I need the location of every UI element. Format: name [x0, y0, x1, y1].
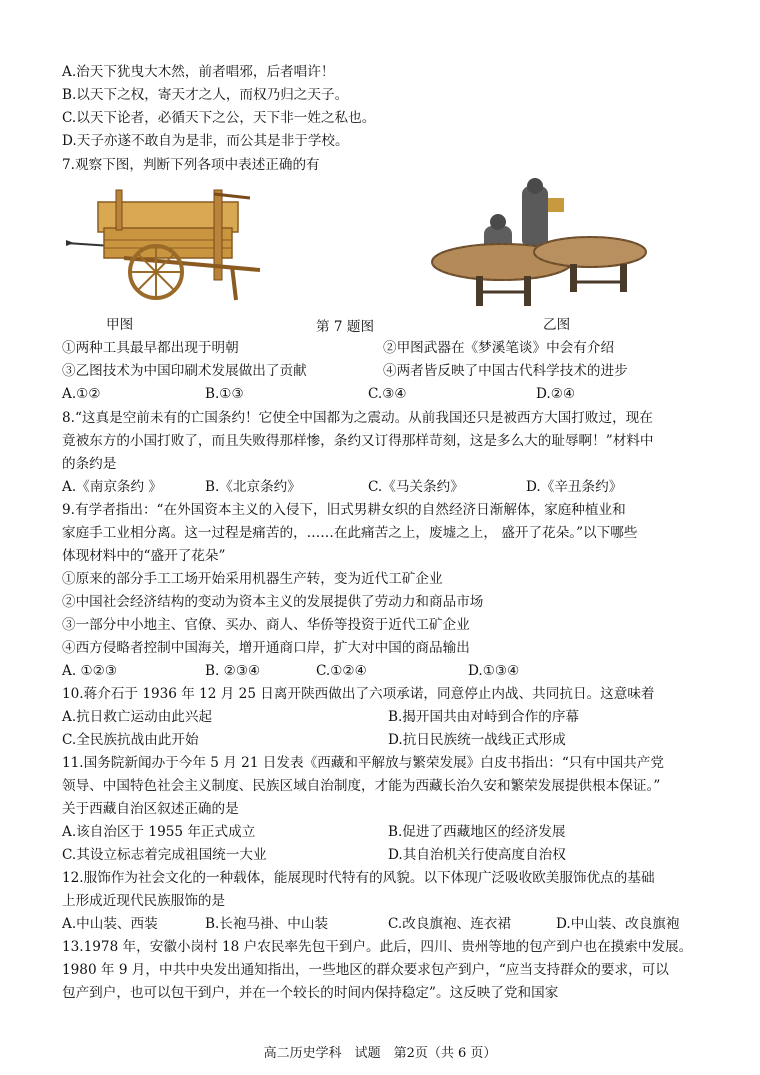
- q9-stem-line1: 9.有学者指出：“在外国资本主义的入侵下，旧式男耕女织的自然经济日渐解体，家庭种植业和: [62, 502, 626, 518]
- q7-figure-jia: [64, 188, 264, 306]
- q13-stem-line3: 包产到户，也可以包干到户，并在一个较长的时间内保持稳定”。这反映了党和国家: [62, 985, 559, 1001]
- q13-stem-line2: 1980 年 9 月，中共中央发出通知指出，一些地区的群众要求包产到户，“应当支持群众的要求，可以: [62, 962, 669, 978]
- q7-statement-4: ④两者皆反映了中国古代科学技术的进步: [383, 363, 628, 379]
- q8-option-d: D.《辛丑条约》: [526, 479, 623, 495]
- q8-option-a: A.《南京条约 》: [62, 479, 163, 495]
- q9-statement-3: ③一部分中小地主、官僚、买办、商人、华侨等投资于近代工矿企业: [62, 617, 470, 633]
- q7-option-d: D.②④: [536, 386, 576, 402]
- q12-stem-line1: 12.服饰作为社会文化的一种载体，能展现时代特有的风貌。以下体现广泛吸收欧美服饰优点的基础: [62, 870, 655, 886]
- q11-stem-line2: 领导、中国特色社会主义制度、民族区域自治制度，才能为西藏长治久安和繁荣发展提供根本保证。”: [62, 778, 661, 794]
- q8-stem-line2: 竟被东方的小国打败了，而且失败得那样惨，条约又订得那样苛刻，这是多么大的耻辱啊！”材料中: [62, 433, 654, 449]
- q9-option-b: B. ②③④: [205, 663, 261, 679]
- q9-option-a: A. ①②③: [62, 663, 118, 679]
- q7-option-b: B.①③: [205, 386, 244, 402]
- q11-stem-line1: 11.国务院新闻办于今年 5 月 21 日发表《西藏和平解放与繁荣发展》白皮书指出：“只有中国共产党: [62, 755, 664, 771]
- q7-option-c: C.③④: [368, 386, 407, 402]
- q9-statement-4: ④西方侵略者控制中国海关，增开通商口岸，扩大对中国的商品输出: [62, 640, 470, 656]
- q11-option-a: A.该自治区于 1955 年正式成立: [62, 824, 256, 840]
- q12-option-a: A.中山装、西装: [62, 916, 158, 932]
- q12-option-b: B.长袍马褂、中山装: [205, 916, 329, 932]
- page-footer: 高二历史学科 试题 第2页（共 6 页）: [263, 1046, 497, 1061]
- q13-stem-line1: 13.1978 年，安徽小岗村 18 户农民率先包干到户。此后，四川、贵州等地的包产到户也在摸索中发展。: [62, 939, 693, 955]
- q7-caption-title: 第 7 题图: [316, 319, 375, 335]
- q12-stem-line2: 上形成近现代民族服饰的是: [62, 893, 226, 909]
- q12-option-d: D.中山装、改良旗袍: [556, 916, 680, 932]
- q11-stem-line3: 关于西藏自治区叙述正确的是: [62, 801, 239, 817]
- q7-caption-right: 乙图: [543, 317, 571, 333]
- q11-option-c: C.其设立标志着完成祖国统一大业: [62, 847, 267, 863]
- q8-stem-line3: 的条约是: [62, 456, 117, 472]
- q9-stem-line2: 家庭手工业相分离。这一过程是痛苦的，……在此痛苦之上，废墟之上， 盛开了花朵。”以下哪些: [62, 525, 638, 541]
- q6-option-b: B.以天下之权，寄天才之人，而权乃归之天子。: [62, 87, 349, 103]
- q6-option-d: D.天子亦遂不敢自为是非，而公其是非于学校。: [62, 133, 349, 149]
- q7-stem: 7.观察下图，判断下列各项中表述正确的有: [62, 157, 320, 173]
- q8-option-b: B.《北京条约》: [205, 479, 301, 495]
- q9-statement-1: ①原来的部分手工工场开始采用机器生产转，变为近代工矿企业: [62, 571, 443, 587]
- q10-option-b: B.揭开国共由对峙到合作的序幕: [388, 709, 580, 725]
- q12-option-c: C.改良旗袍、连衣裙: [388, 916, 511, 932]
- q9-option-d: D.①③④: [468, 663, 520, 679]
- q7-option-a: A.①②: [62, 386, 101, 402]
- q6-option-c: C.以天下论者，必循天下之公，天下非一姓之私也。: [62, 110, 376, 126]
- q8-stem-line1: 8.“这真是空前未有的亡国条约！它使全中国都为之震动。从前我国还只是被西方大国打败过，现在: [62, 410, 653, 426]
- q7-caption-left: 甲图: [106, 317, 134, 333]
- q10-option-c: C.全民族抗战由此开始: [62, 732, 199, 748]
- q9-option-c: C.①②④: [316, 663, 367, 679]
- q10-stem: 10.蒋介石于 1936 年 12 月 25 日离开陕西做出了六项承诺，同意停止内战、共同抗日。这意味着: [62, 686, 655, 702]
- q8-option-c: C.《马关条约》: [368, 479, 464, 495]
- q9-statement-2: ②中国社会经济结构的变动为资本主义的发展提供了劳动力和商品市场: [62, 594, 484, 610]
- q9-stem-line3: 体现材料中的“盛开了花朵”: [62, 548, 226, 564]
- q10-option-d: D.抗日民族统一战线正式形成: [388, 732, 566, 748]
- q7-statement-2: ②甲图武器在《梦溪笔谈》中会有介绍: [383, 340, 615, 356]
- q11-option-b: B.促进了西藏地区的经济发展: [388, 824, 566, 840]
- q7-figure-yi: [424, 176, 650, 308]
- q6-option-a: A.治天下犹曳大木然，前者唱邪，后者唱许！: [62, 64, 335, 80]
- q7-statement-3: ③乙图技术为中国印刷术发展做出了贡献: [62, 363, 307, 379]
- q10-option-a: A.抗日救亡运动由此兴起: [62, 709, 213, 725]
- q7-statement-1: ①两种工具最早都出现于明朝: [62, 340, 239, 356]
- q11-option-d: D.其自治机关行使高度自治权: [388, 847, 566, 863]
